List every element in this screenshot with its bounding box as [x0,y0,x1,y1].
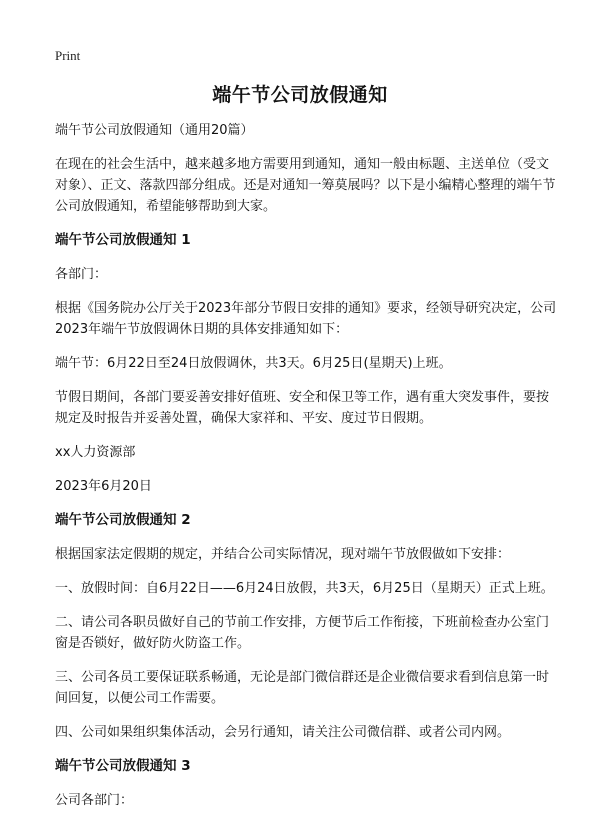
document-body [55,120,560,811]
paragraph: 根据国家法定假期的规定，并结合公司实际情况，现对端午节放假做如下安排： [55,547,511,562]
paragraph: 节假日期间，各部门要妥善安排好值班、安全和保卫等工作，遇有重大突发事件，要按规定及时报告并妥善处置，确保大家祥和、平安、度过节日假期。 [55,390,550,426]
document-subtitle: 端午节公司放假通知（通用20篇） [55,123,254,138]
paragraph: 一、放假时间：自6月22日——6月24日放假，共3天，6月25日（星期天）正式上班。 [55,581,554,596]
section-heading: 端午节公司放假通知 3 [55,758,191,774]
paragraph: 根据《国务院办公厅关于2023年部分节假日安排的通知》要求，经领导研究决定，公司2023年端午节放假调休日期的具体安排通知如下： [55,301,557,337]
print-link[interactable]: Print [55,48,81,63]
intro-paragraph: 在现在的社会生活中，越来越多地方需要用到通知，通知一般由标题、主送单位（受文对象）、正文、落款四部分组成。还是对通知一筹莫展吗？以下是小编精心整理的端午节公司放假通知，希望能够帮助到大家。 [55,157,556,214]
signature-department: xx人力资源部 [55,445,136,460]
section-heading: 端午节公司放假通知 1 [55,232,191,248]
paragraph: 二、请公司各职员做好自己的节前工作安排，方便节后工作衔接，下班前检查办公室门窗是否锁好，做好防火防盗工作。 [55,615,550,651]
paragraph: 端午节：6月22日至24日放假调休，共3天。6月25日(星期天)上班。 [55,356,452,371]
section-heading: 端午节公司放假通知 2 [55,512,191,528]
signature-date: 2023年6月20日 [55,479,152,494]
page-title: 端午节公司放假通知 [212,84,388,106]
paragraph: 三、公司各员工要保证联系畅通，无论是部门微信群还是企业微信要求看到信息第一时间回复，以便公司工作需要。 [55,670,550,706]
paragraph: 公司各部门： [55,793,134,808]
paragraph: 四、公司如果组织集体活动，会另行通知，请关注公司微信群、或者公司内网。 [55,725,511,740]
paragraph: 各部门： [55,267,108,282]
